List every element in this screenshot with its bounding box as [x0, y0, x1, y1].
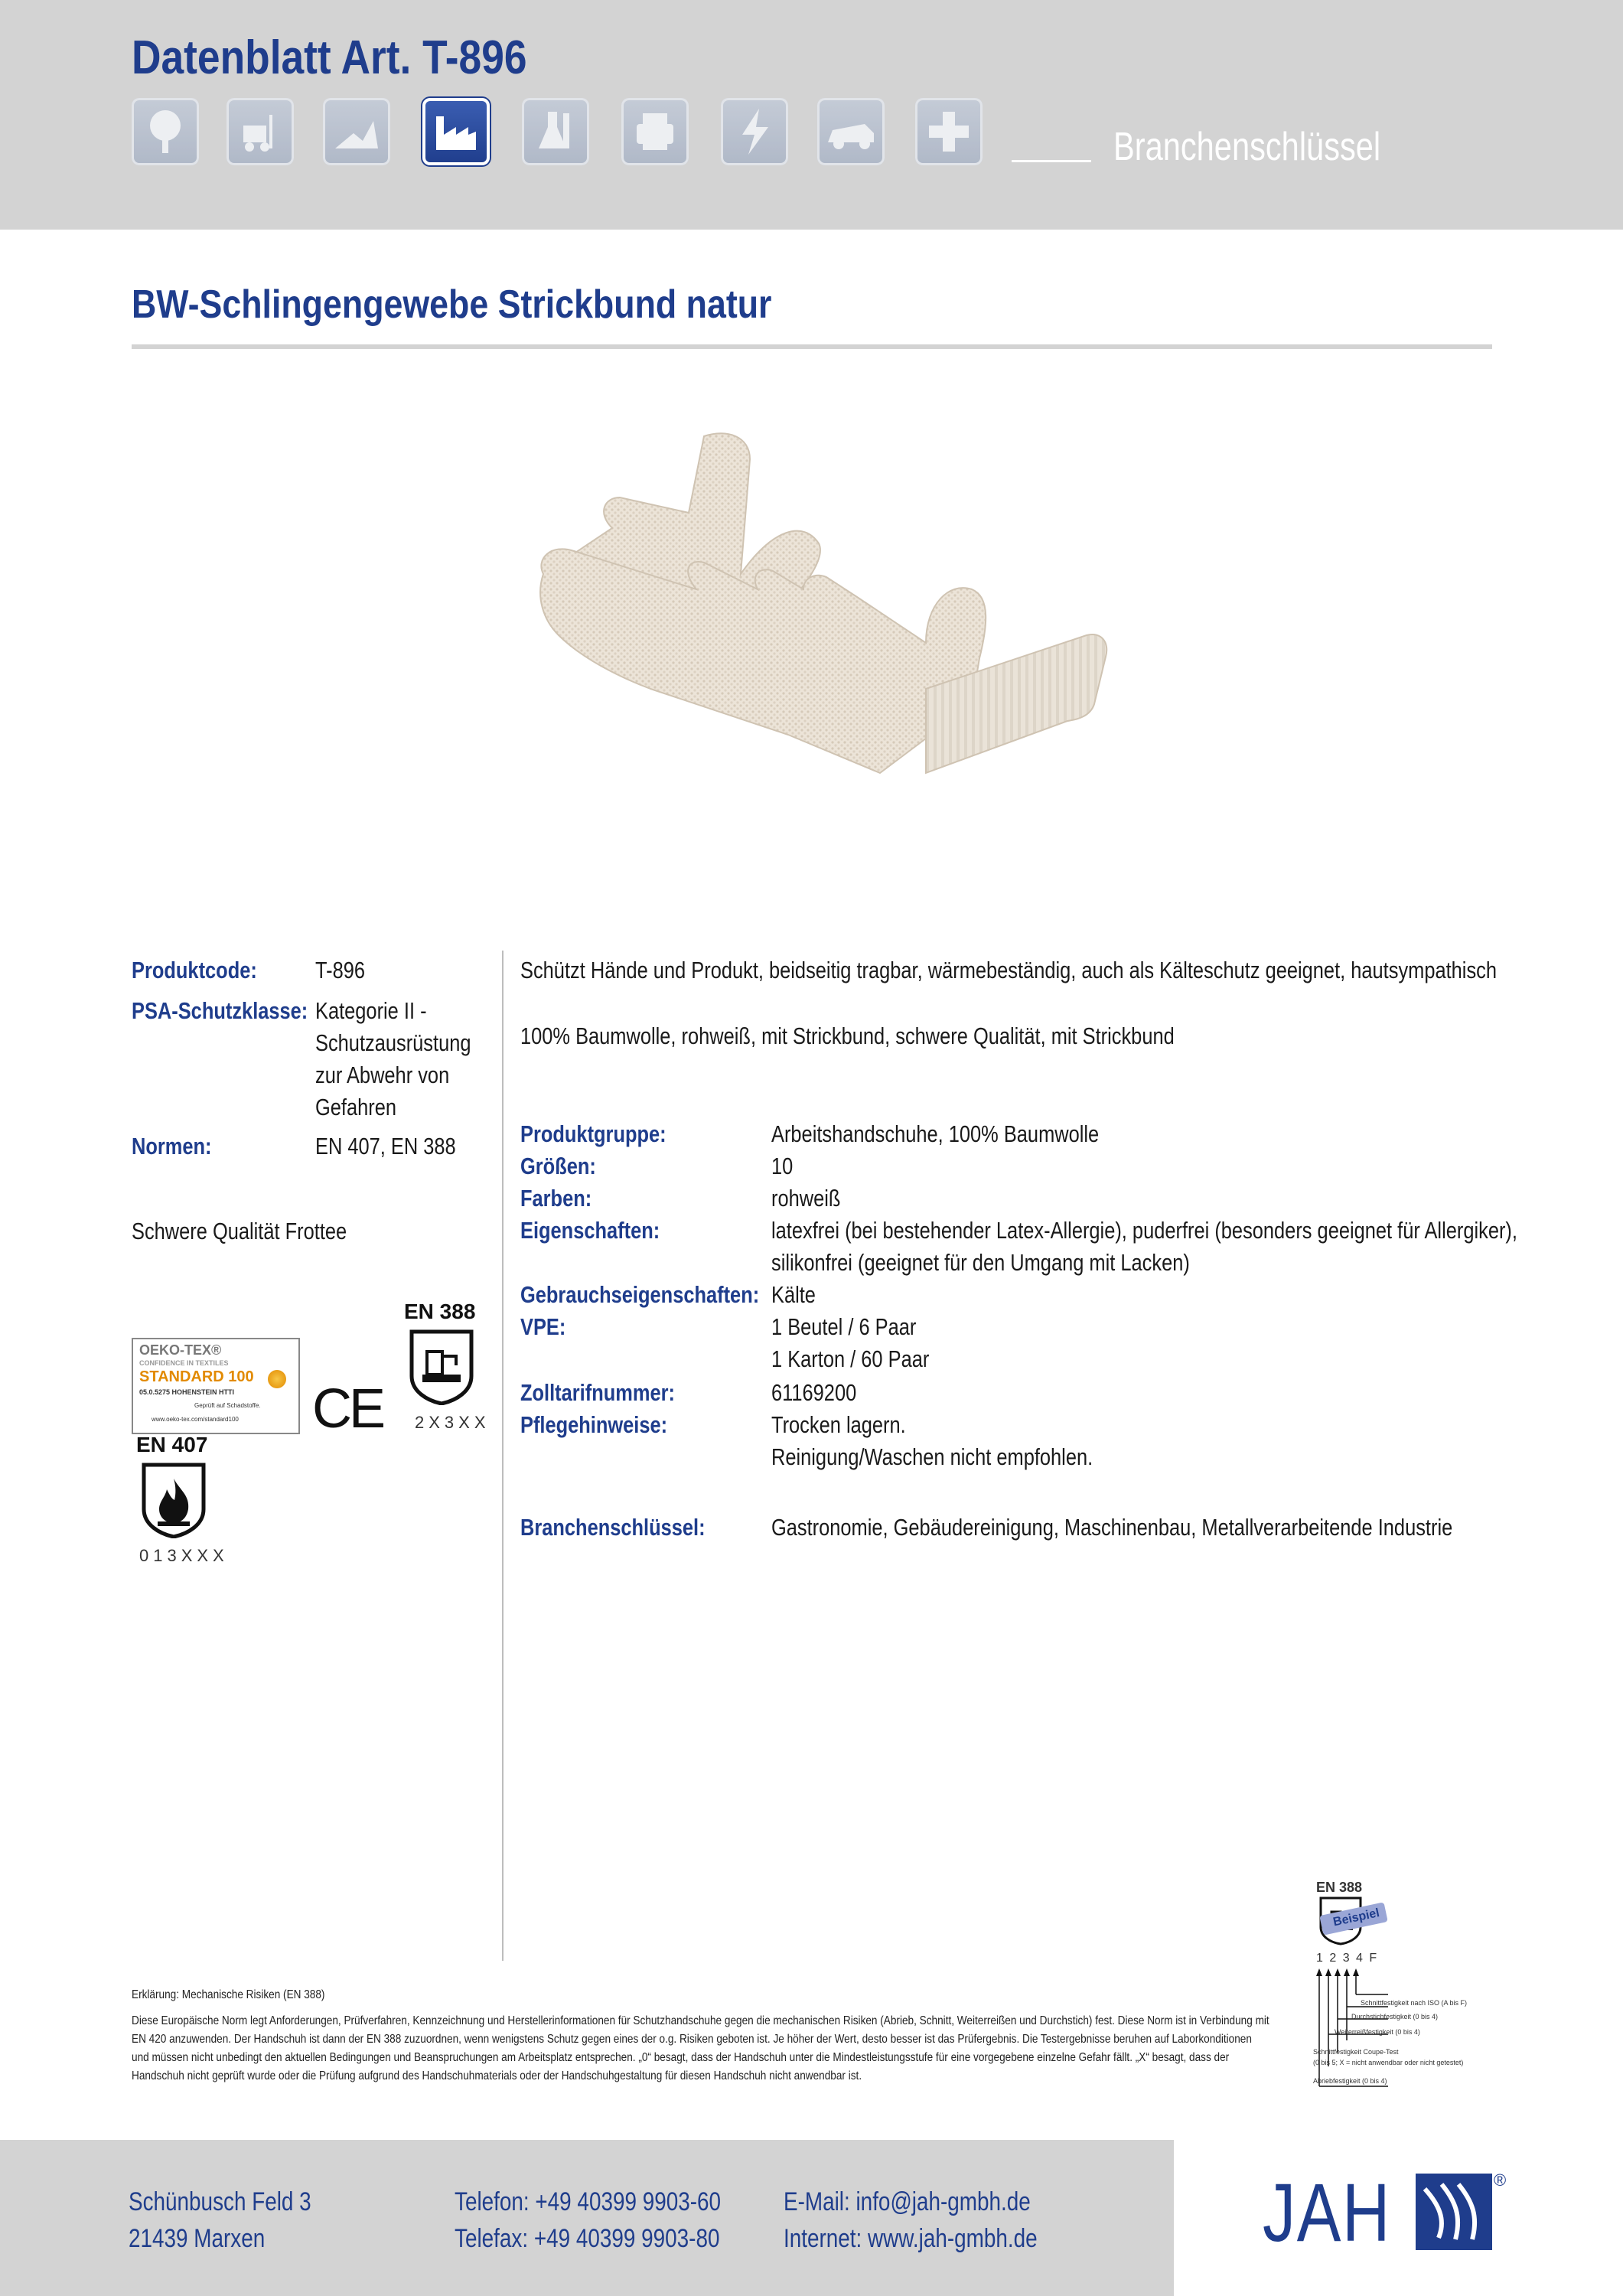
colors-value: rohweiß	[771, 1185, 841, 1212]
branch-key-label: Branchenschlüssel	[1113, 125, 1381, 169]
psa-class-line-4: Gefahren	[315, 1094, 396, 1120]
registered-mark: ®	[1494, 2170, 1507, 2190]
product-image	[497, 413, 1148, 842]
en407-flame-icon	[139, 1462, 208, 1538]
oeko-tex-brand: OEKO-TEX®	[139, 1342, 222, 1358]
product-group-label: Produktgruppe:	[520, 1120, 666, 1147]
product-code-value: T-896	[315, 957, 366, 983]
quality-note: Schwere Qualität Frottee	[132, 1218, 347, 1244]
packaging-label: VPE:	[520, 1313, 566, 1340]
en388-code: 2X3XX	[415, 1413, 490, 1432]
psa-class-label: PSA-Schutzklasse:	[132, 997, 308, 1024]
sizes-label: Größen:	[520, 1153, 596, 1179]
legend-digits: 1 2 3 4 F	[1316, 1952, 1379, 1965]
legend-item-3: Weiterreißfestigkeit (0 bis 4)	[1335, 2028, 1420, 2036]
title-divider	[132, 344, 1492, 349]
footer-street: Schünbusch Feld 3	[129, 2187, 311, 2216]
en388-hammer-icon	[407, 1329, 476, 1405]
legend-badge-title: EN 388	[1316, 1880, 1363, 1895]
footnote-line-2: EN 420 anzuwenden. Der Handschuh ist dann der EN 388 zuzuordnen, wenn wenigstens Schutz gegen eines der o.g. Risiken geboten ist. Je höher der Wert, desto besser ist das Prüfergebnis. Die Testergebnisse beruhen auf Laborkonditionen	[132, 2033, 1252, 2046]
oeko-tex-standard: STANDARD 100	[139, 1368, 254, 1385]
branch-line	[1012, 160, 1091, 162]
care-line-1: Trocken lagern.	[771, 1411, 906, 1438]
properties-line-2: silikonfrei (geeignet für den Umgang mit Lacken)	[771, 1249, 1190, 1276]
footnote-line-4: Handschuh nicht geprüft wurde oder die Prüfung aufgrund des Handschuhmaterials oder der Handschuhgestaltung für diesen Handschuh nicht anwendbar ist.	[132, 2069, 862, 2082]
description-line-2: 100% Baumwolle, rohweiß, mit Strickbund, schwere Qualität, mit Strickbund	[520, 1022, 1175, 1049]
legend-item-4: Schnittfestigkeit Coupe-Test	[1313, 2048, 1399, 2056]
column-divider	[502, 951, 504, 1961]
medical-cross-icon	[915, 98, 983, 165]
properties-label: Eigenschaften:	[520, 1217, 660, 1244]
oeko-tex-url: www.oeko-tex.com/standard100	[152, 1416, 239, 1423]
legend-item-6: Abriebfestigkeit (0 bis 4)	[1313, 2077, 1387, 2085]
legend-example-text: Beispiel	[1331, 1906, 1381, 1929]
footer-fax: Telefax: +49 40399 9903-80	[455, 2224, 720, 2253]
factory-icon	[422, 98, 490, 165]
construction-icon	[323, 98, 390, 165]
colors-label: Farben:	[520, 1185, 592, 1212]
laboratory-icon	[522, 98, 589, 165]
footer-website[interactable]: Internet: www.jah-gmbh.de	[784, 2224, 1038, 2253]
footer-email[interactable]: E-Mail: info@jah-gmbh.de	[784, 2187, 1031, 2216]
branch-key-detail-label: Branchenschlüssel:	[520, 1514, 706, 1541]
en407-badge-title: EN 407	[136, 1433, 208, 1456]
ce-mark: CE	[312, 1378, 383, 1440]
tree-icon	[132, 98, 199, 165]
norms-value: EN 407, EN 388	[315, 1133, 456, 1159]
psa-class-line-3: zur Abwehr von	[315, 1062, 450, 1088]
description-line-1: Schützt Hände und Produkt, beidseitig tragbar, wärmebeständig, auch als Kälteschutz geeignet, hautsympathisch	[520, 957, 1498, 983]
oeko-tex-id: 05.0.5275 HOHENSTEIN HTTI	[139, 1388, 235, 1396]
legend-item-2: Durchstichfestigkeit (0 bis 4)	[1351, 2013, 1439, 2020]
sun-icon	[268, 1370, 286, 1388]
usage-label: Gebrauchseigenschaften:	[520, 1281, 760, 1308]
footnote-line-1: Diese Europäische Norm legt Anforderungen, Prüfverfahren, Kennzeichnung und Herstellerinformationen für Schutzhandschuhe gegen die mechanischen Risiken (Abrieb, Schnitt, Weiterreißen und Durchstich) fest. Diese Norm ist in Verbindung mit	[132, 2014, 1269, 2027]
care-label: Pflegehinweise:	[520, 1411, 668, 1438]
footer-city: 21439 Marxen	[129, 2224, 266, 2253]
branch-key-detail-value: Gastronomie, Gebäudereinigung, Maschinenbau, Metallverarbeitende Industrie	[771, 1514, 1453, 1541]
norms-label: Normen:	[132, 1133, 212, 1159]
oeko-tex-label	[132, 1338, 300, 1434]
product-code-label: Produktcode:	[132, 957, 257, 983]
packaging-line-1: 1 Beutel / 6 Paar	[771, 1313, 917, 1340]
usage-value: Kälte	[771, 1281, 816, 1308]
en407-code: 013XXX	[139, 1546, 229, 1565]
psa-class-line-1: Kategorie II -	[315, 997, 427, 1024]
properties-line-1: latexfrei (bei bestehender Latex-Allergie), puderfrei (besonders geeignet für Allergiker),	[771, 1217, 1517, 1244]
footer-band	[0, 2140, 1174, 2296]
oeko-tex-tagline: CONFIDENCE IN TEXTILES	[139, 1359, 229, 1367]
jah-logo-mark-icon	[1416, 2174, 1492, 2250]
product-group-value: Arbeitshandschuhe, 100% Baumwolle	[771, 1120, 1100, 1147]
psa-class-line-2: Schutzausrüstung	[315, 1029, 471, 1056]
product-title: BW-Schlingengewebe Strickbund natur	[132, 282, 772, 327]
jah-logo: JAH	[1263, 2166, 1392, 2258]
customs-label: Zolltarifnummer:	[520, 1379, 675, 1406]
footnote-heading: Erklärung: Mechanische Risiken (EN 388)	[132, 1988, 325, 2001]
legend-item-1: Schnittfestigkeit nach ISO (A bis F)	[1361, 1999, 1468, 2007]
footnote-line-3: und müssen nicht unbedingt den aktuellen Bedingungen und Beanspruchungen am Arbeitsplatz entsprechen. „0“ besagt, dass der Handschuh unter die Mindestleistungsstufe für eine vorgegebene einzelne Gefahr fällt. „X“ besagt, dass der	[132, 2051, 1230, 2064]
customs-value: 61169200	[771, 1379, 857, 1406]
printer-icon	[621, 98, 689, 165]
sizes-value: 10	[771, 1153, 794, 1179]
en388-badge-title: EN 388	[404, 1300, 476, 1323]
footer-phone: Telefon: +49 40399 9903-60	[455, 2187, 722, 2216]
oeko-tex-tested: Geprüft auf Schadstoffe.	[194, 1402, 261, 1409]
document-title: Datenblatt Art. T-896	[132, 31, 527, 84]
care-line-2: Reinigung/Waschen nicht empfohlen.	[771, 1443, 1093, 1470]
legend-item-5: (0 bis 5; X = nicht anwendbar oder nicht getestet)	[1313, 2059, 1464, 2066]
forklift-icon	[227, 98, 294, 165]
electricity-icon	[721, 98, 788, 165]
packaging-line-2: 1 Karton / 60 Paar	[771, 1345, 930, 1372]
car-icon	[817, 98, 885, 165]
